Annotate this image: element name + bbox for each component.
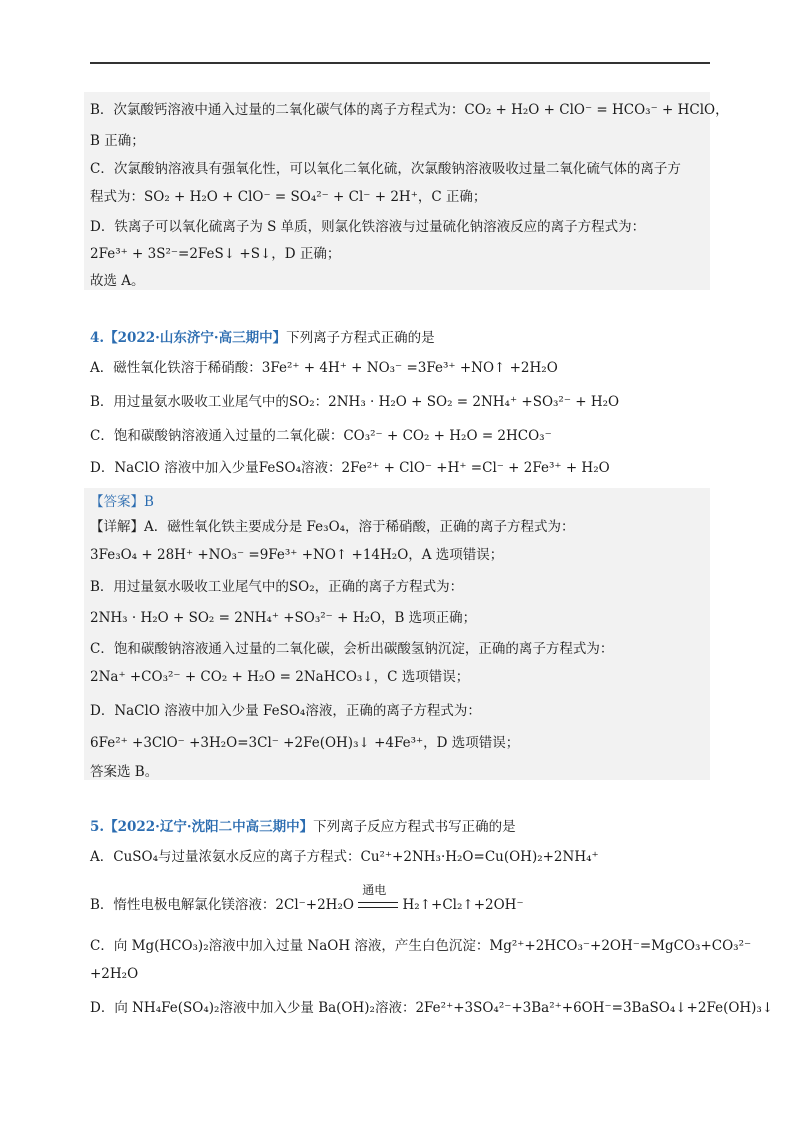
q4-detail-line: B．用过量氨水吸收工业尾气中的SO₂，正确的离子方程式为：: [90, 579, 464, 595]
q4-answer: [90, 492, 154, 512]
explanation-line-b2: B 正确；: [90, 133, 145, 149]
q4-detail-line: 2NH₃ · H₂O + SO₂ = 2NH₄⁺ +SO₃²⁻ + H₂O，B 选项正确；: [90, 610, 477, 626]
q4-option-b: B．用过量氨水吸收工业尾气中的SO₂：2NH₃ · H₂O + SO₂ = 2NH₄⁺ +SO₃²⁻ + H₂O: [90, 394, 620, 410]
double-line-sign: [358, 902, 398, 908]
q4-option-c: C．饱和碳酸钠溶液通入过量的二氧化碳：CO₃²⁻ + CO₂ + H₂O = 2HCO₃⁻: [90, 428, 552, 444]
question-number: 4.: [90, 330, 105, 346]
question-5-header: [90, 817, 516, 837]
explanation-line-c1: C．次氯酸钠溶液具有强氧化性，可以氧化二氧化硫，次氯酸钠溶液吸收过量二氧化硫气体的离子方: [90, 161, 681, 177]
explanation-line-d2: 2Fe³⁺ + 3S²⁻=2FeS↓ +S↓，D 正确；: [90, 246, 341, 262]
electrolysis-condition: 通电: [362, 882, 387, 897]
explanation-line-d1: D．铁离子可以氧化硫离子为 S 单质，则氯化铁溶液与过量硫化钠溶液反应的离子方程式为：: [90, 219, 646, 235]
q5-option-c-line1: C．向 Mg(HCO₃)₂溶液中加入过量 NaOH 溶液，产生白色沉淀：Mg²⁺+2HCO₃⁻+2OH⁻=MgCO₃+CO₃²⁻: [90, 938, 752, 954]
question-stem: 下列离子方程式正确的是: [286, 330, 435, 346]
answer-value: B: [144, 494, 154, 510]
question-4-header: [90, 328, 435, 348]
q5-option-c-line2: +2H₂O: [90, 966, 139, 982]
q5-option-b: [90, 882, 524, 916]
q4-detail-line: 答案选 B。: [90, 764, 159, 780]
question-stem: 下列离子反应方程式书写正确的是: [313, 819, 516, 835]
question-source: 【2022·辽宁·沈阳二中高三期中】: [104, 819, 314, 835]
q4-option-a: A．磁性氧化铁溶于稀硝酸：3Fe²⁺ + 4H⁺ + NO₃⁻ =3Fe³⁺ +NO↑ +2H₂O: [90, 360, 558, 376]
electrolysis-arrow: [358, 882, 398, 916]
question-source: 【2022·山东济宁·高三期中】: [104, 330, 287, 346]
q4-detail-line: C．饱和碳酸钠溶液通入过量的二氧化碳，会析出碳酸氢钠沉淀，正确的离子方程式为：: [90, 641, 614, 657]
explanation-line-c2: 程式为：SO₂ + H₂O + ClO⁻ = SO₄²⁻ + Cl⁻ + 2H⁺，C 正确；: [90, 189, 487, 205]
q4-detail-line: 3Fe₃O₄ + 28H⁺ +NO₃⁻ =9Fe³⁺ +NO↑ +14H₂O，A 选项错误；: [90, 547, 504, 563]
explanation-line-b1: B．次氯酸钙溶液中通入过量的二氧化碳气体的离子方程式为：CO₂ + H₂O + ClO⁻ = HCO₃⁻ + HClO，: [90, 102, 729, 118]
q4-detail-line: 【详解】A．磁性氧化铁主要成分是 Fe₃O₄，溶于稀硝酸，正确的离子方程式为：: [90, 519, 575, 535]
q5-option-d: D．向 NH₄Fe(SO₄)₂溶液中加入少量 Ba(OH)₂溶液：2Fe²⁺+3SO₄²⁻+3Ba²⁺+6OH⁻=3BaSO₄↓+2Fe(OH)₃↓: [90, 1000, 774, 1016]
q5-b-products: H₂↑+Cl₂↑+2OH⁻: [402, 897, 524, 913]
header-rule: [90, 62, 710, 64]
q5-b-reactants: B．惰性电极电解氯化镁溶液：2Cl⁻+2H₂O: [90, 897, 354, 913]
explanation-choice: 故选 A。: [90, 273, 145, 289]
q4-option-d: D．NaClO 溶液中加入少量FeSO₄溶液：2Fe²⁺ + ClO⁻ +H⁺ =Cl⁻ + 2Fe³⁺ + H₂O: [90, 460, 610, 476]
question-number: 5.: [90, 819, 105, 835]
q4-detail-line: 6Fe²⁺ +3ClO⁻ +3H₂O=3Cl⁻ +2Fe(OH)₃↓ +4Fe³⁺，D 选项错误；: [90, 735, 520, 751]
q5-option-a: A．CuSO₄与过量浓氨水反应的离子方程式：Cu²⁺+2NH₃·H₂O=Cu(OH)₂+2NH₄⁺: [90, 849, 599, 865]
q4-detail-line: D．NaClO 溶液中加入少量 FeSO₄溶液，正确的离子方程式为：: [90, 703, 481, 719]
answer-label: 【答案】: [90, 494, 144, 510]
q4-detail-line: 2Na⁺ +CO₃²⁻ + CO₂ + H₂O = 2NaHCO₃↓，C 选项错误；: [90, 669, 470, 685]
